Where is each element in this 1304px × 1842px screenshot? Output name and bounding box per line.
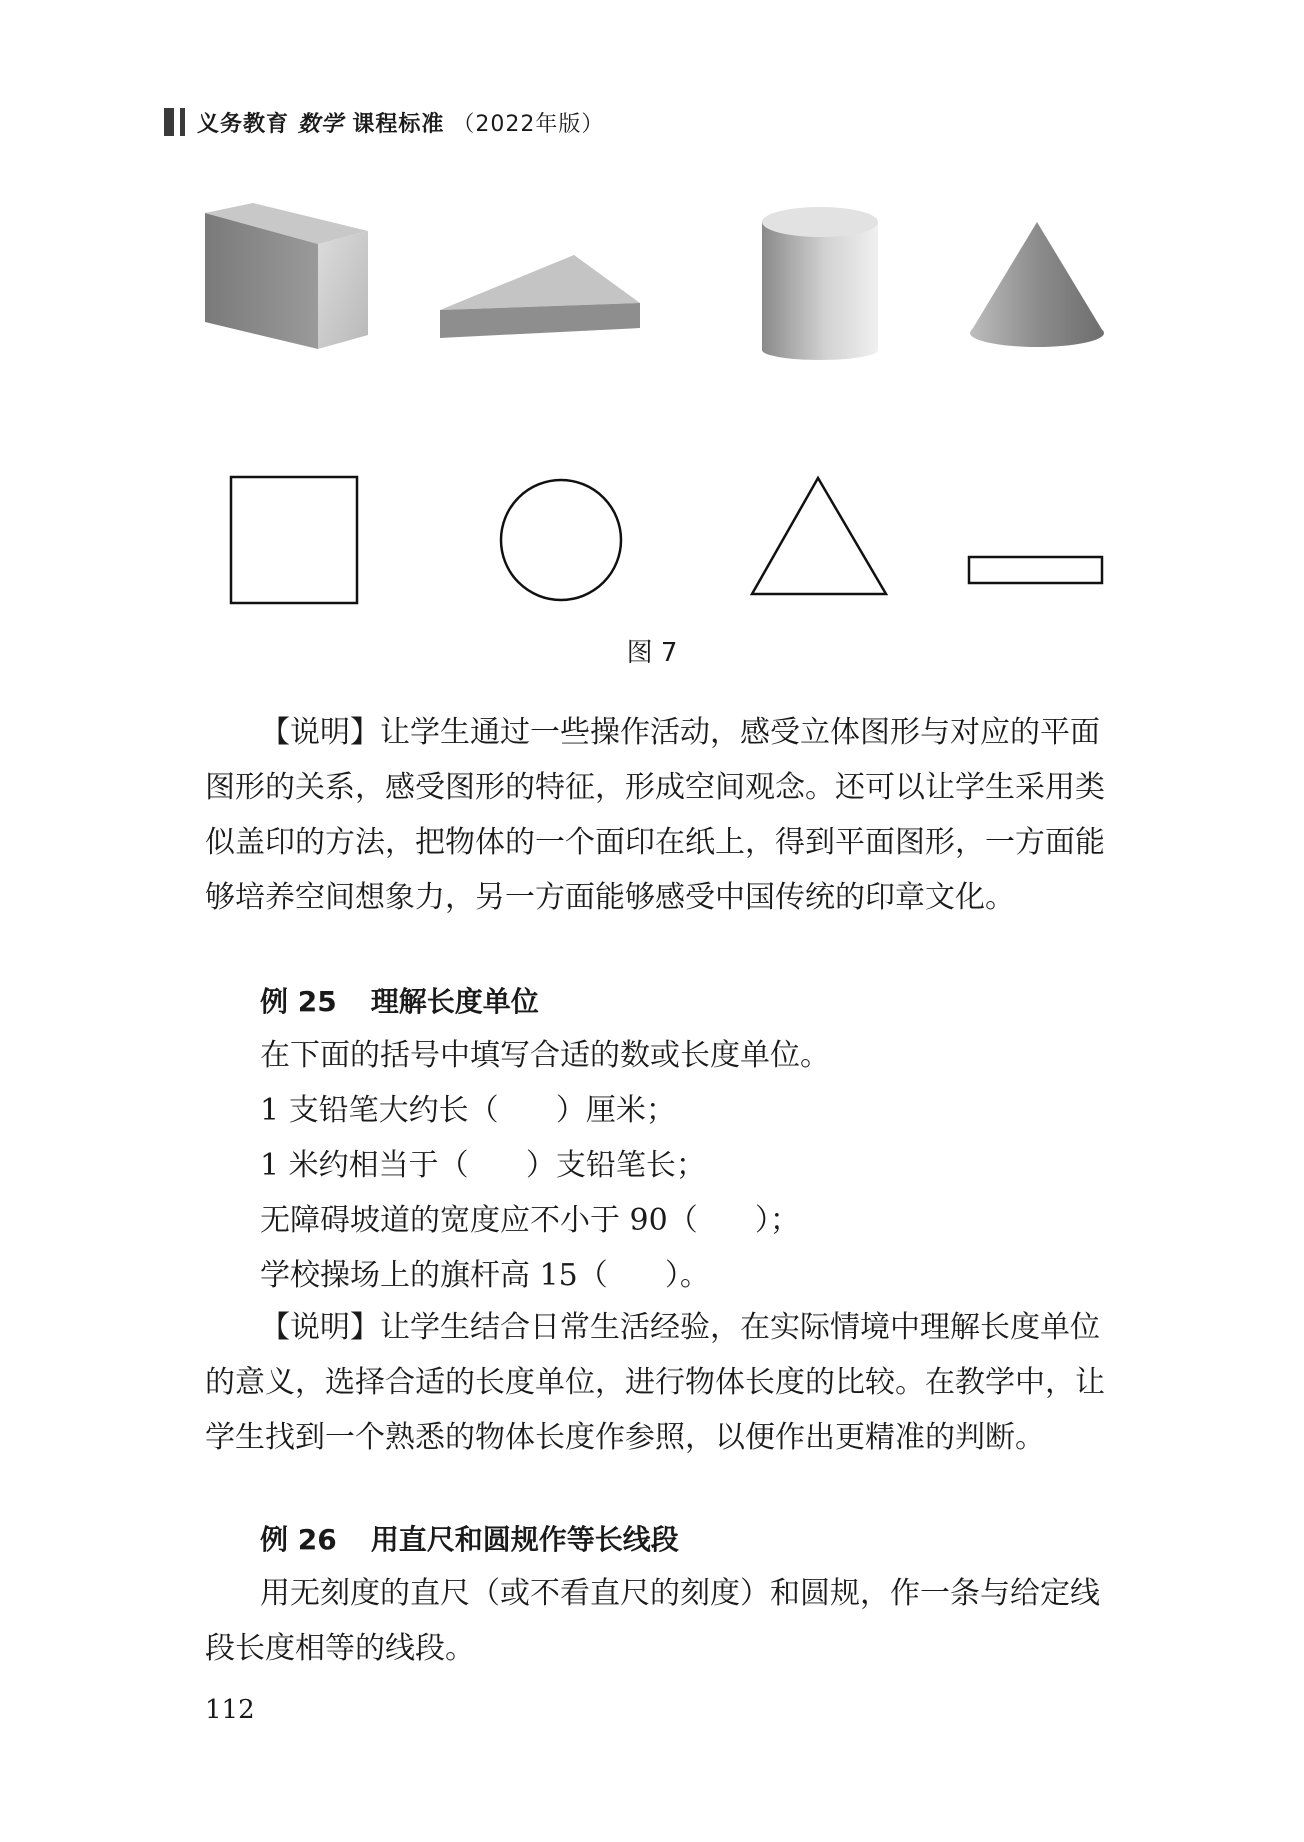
explanation-paragraph-1 <box>205 705 1115 925</box>
explanation-tag: 【说明】 <box>260 715 380 750</box>
example-title: 用直尺和圆规作等长线段 <box>370 1523 679 1556</box>
header-title-c: 课程标准 <box>352 111 445 137</box>
example-25-item: 无障碍坡道的宽度应不小于 90（ ）； <box>260 1203 800 1238</box>
rectangle-shape <box>969 557 1102 583</box>
example-25-item: 1 支铅笔大约长（ ）厘米； <box>260 1093 676 1128</box>
figure-7 <box>0 0 1304 700</box>
header-edition: （2022年版） <box>452 111 605 137</box>
example-26-text: 用无刻度的直尺（或不看直尺的刻度）和圆规，作一条与给定线段长度相等的线段。 <box>205 1576 1100 1666</box>
example-25-item: 1 米约相当于（ ）支铅笔长； <box>260 1148 706 1183</box>
explanation-paragraph-2 <box>205 1300 1115 1465</box>
header-title-b: 数学 <box>297 111 344 137</box>
example-number: 例 26 <box>260 1523 337 1556</box>
triangular-prism-solid <box>440 255 640 338</box>
square-shape <box>231 477 357 603</box>
explanation-text: 让学生通过一些操作活动，感受立体图形与对应的平面图形的关系，感受图形的特征，形成空间观念。还可以让学生采用类似盖印的方法，把物体的一个面印在纸上，得到平面图形，一方面能够培养空间想象力，另一方面能够感受中国传统的印章文化。 <box>205 715 1105 915</box>
example-26-paragraph <box>205 1566 1115 1676</box>
example-title: 理解长度单位 <box>370 985 539 1018</box>
cylinder-solid <box>762 207 878 360</box>
example-26-heading <box>260 1518 679 1558</box>
figure-caption: 图 7 <box>626 638 678 668</box>
triangle-shape <box>752 478 886 594</box>
page-number: 112 <box>205 1695 255 1725</box>
explanation-text: 让学生结合日常生活经验，在实际情境中理解长度单位的意义，选择合适的长度单位，进行物体长度的比较。在教学中，让学生找到一个熟悉的物体长度作参照，以便作出更精准的判断。 <box>205 1310 1105 1455</box>
header-title-a: 义务教育 <box>197 111 290 137</box>
circle-shape <box>501 480 621 600</box>
cube-solid <box>205 203 368 349</box>
example-25-prompt: 在下面的括号中填写合适的数或长度单位。 <box>260 1038 830 1073</box>
example-25-heading <box>260 980 539 1020</box>
example-number: 例 25 <box>260 985 337 1018</box>
explanation-tag: 【说明】 <box>260 1310 380 1345</box>
example-25-item: 学校操场上的旗杆高 15（ ）。 <box>260 1258 710 1293</box>
cone-solid <box>970 222 1104 347</box>
